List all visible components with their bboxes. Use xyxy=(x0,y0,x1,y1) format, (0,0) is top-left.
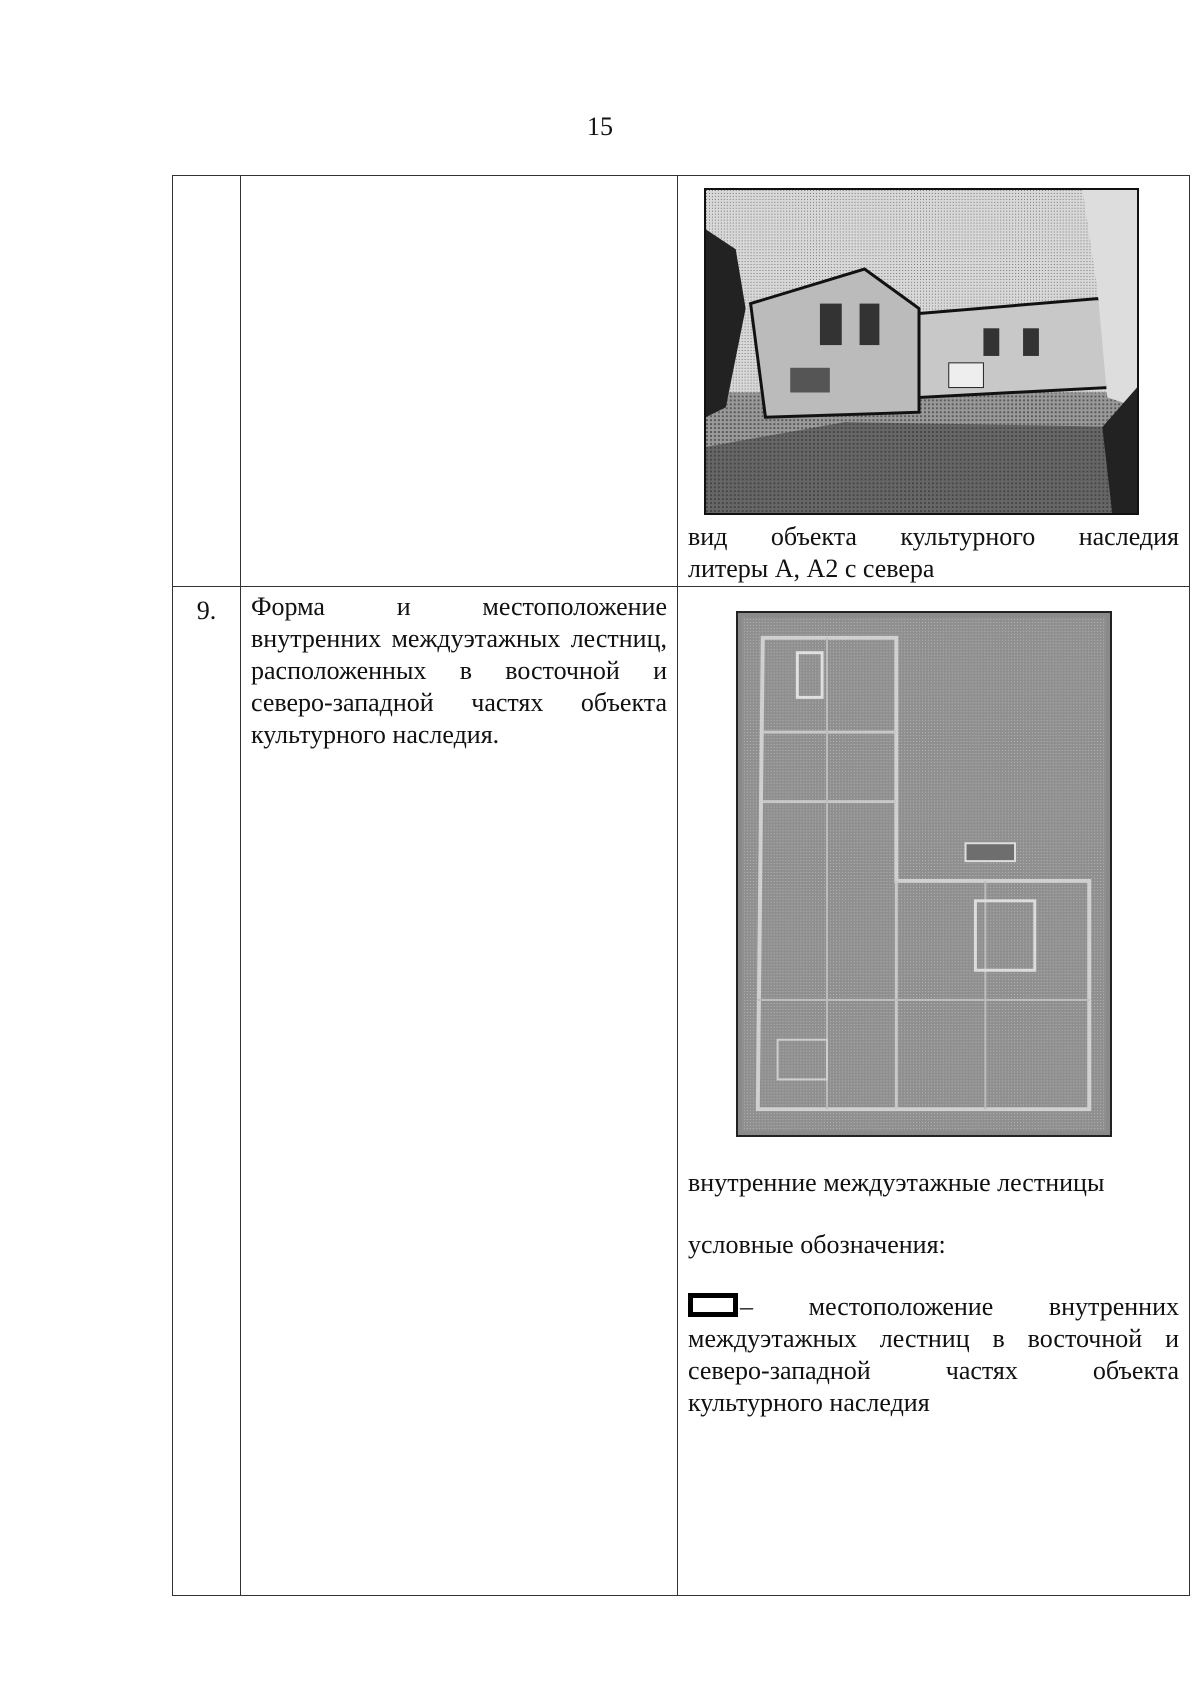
table-row xyxy=(173,176,1190,587)
building-photo xyxy=(704,188,1139,515)
legend-text: – местоположение внутренних междуэтажных лестниц в восточной и северо-западной частях объекта культурного наследия xyxy=(688,1292,1179,1417)
row-description-cell xyxy=(241,176,678,587)
table-row xyxy=(173,587,1190,1596)
rectangle-marker-icon xyxy=(688,1293,738,1317)
row-image-cell xyxy=(678,587,1190,1596)
row-description-cell: Форма и местоположение внутренних междуэтажных лестниц, расположенных в восточной и северо-западной частях объекта культурного наследия. xyxy=(241,587,678,1596)
row-number-cell: 9. xyxy=(173,587,241,1596)
legend-title: условные обозначения: xyxy=(688,1230,946,1259)
heritage-table xyxy=(172,175,1190,1596)
legend-entry xyxy=(688,1291,1179,1419)
photo-caption-line-2: литеры А, А2 с севера xyxy=(688,554,935,583)
plan-caption: внутренние междуэтажные лестницы xyxy=(688,1168,1105,1197)
photo-caption-line-1: вид объекта культурного наследия xyxy=(688,522,1179,551)
page-number: 15 xyxy=(587,112,613,141)
row-number-cell xyxy=(173,176,241,587)
row-image-cell xyxy=(678,176,1190,587)
floor-plan-image xyxy=(736,611,1112,1137)
